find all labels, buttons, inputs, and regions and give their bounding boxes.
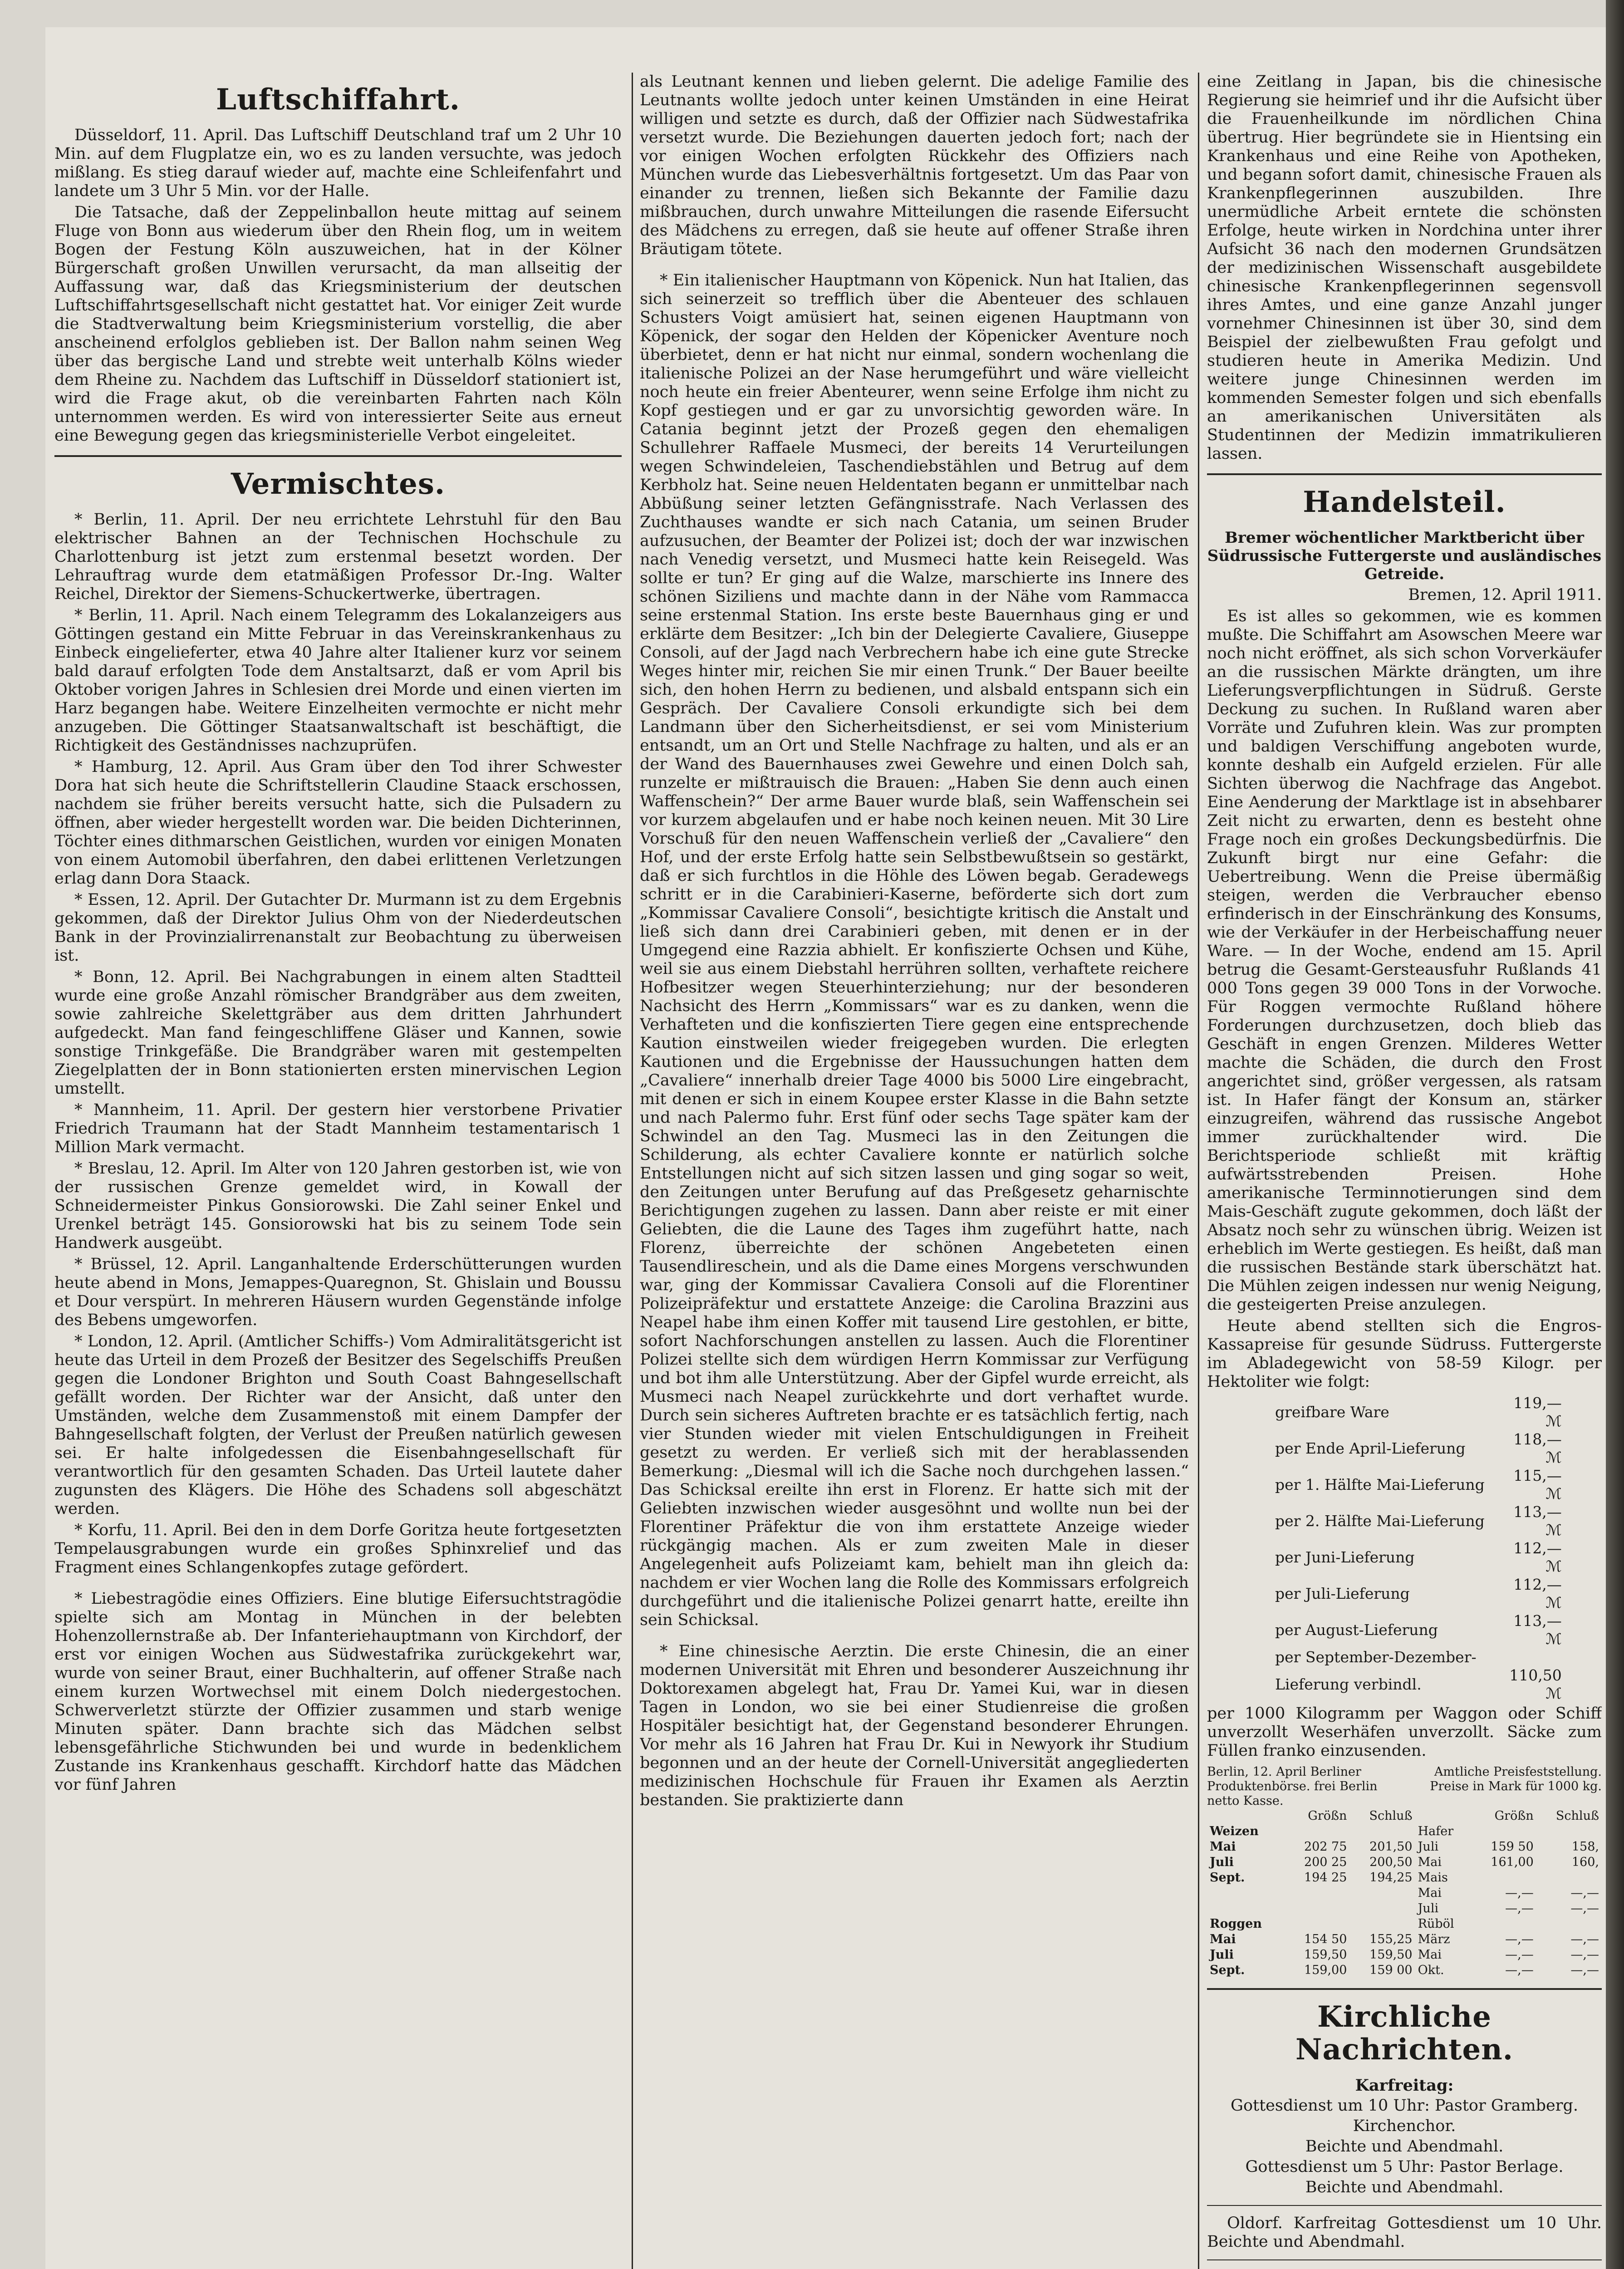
table-row: Roggen Rüböl	[1210, 1917, 1454, 1931]
table-row: Weizen Hafer	[1210, 1824, 1454, 1838]
church-subheading: Karfreitag:	[1355, 2076, 1454, 2095]
column-1	[54, 73, 622, 2269]
price-table	[1271, 1394, 1566, 1703]
column-rule	[632, 73, 633, 2269]
boerse-header: Berlin, 12. April Berliner Produktenbörse. frei Berlin netto Kasse. Amtliche Preisfeststellung. Preise in Mark für 1000 kg.	[1207, 1765, 1602, 1808]
news-item: * Berlin, 11. April. Nach einem Telegramm des Lokalanzeigers aus Göttingen gestand ein Mitte Februar in das Vereinskrankenhaus zu Einbeck eingelieferter, etwa 40 Jahre alter Italiener kurz vor seinem bald darauf erfolgten Tode dem Anstaltsarzt, daß er vom April bis Oktober vorigen Jahres in Schlesien drei Morde und einen vierten im Harz begangen habe. Weitere Einzelheiten vermochte er nicht mehr anzugeben. Die Göttinger Staatsanwaltschaft ist beschäftigt, die Richtigkeit des Geständnisses nachzuprüfen.	[54, 606, 622, 755]
table-row: Sept. 194 25 194,25 Mais	[1210, 1871, 1448, 1885]
dateline: Bremen, 12. April 1911.	[1408, 586, 1602, 604]
article-paragraph: als Leutnant kennen und lieben gelernt. Die adelige Familie des Leutnants wollte jedoch unter keinen Umständen in eine Heirat willigen und setzte es durch, daß der Offizier nach Südwestafrika versetzt wurde. Die Beziehungen dauerten jedoch fort; nach der vor einigen Wochen erfolgten Rückkehr des Offiziers nach München wurde das Liebesverhältnis fortgesetzt. Um das Paar von einander zu trennen, ließen sich Bekannte der Familie dazu mißbrauchen, durch unwahre Mitteilungen die rasende Eifersucht des Mädchens zu erregen, daß sie heute auf offener Straße ihren Bräutigam tötete.	[640, 73, 1189, 258]
price-row: per Juni-Lieferung 112,— ℳ	[1275, 1539, 1562, 1575]
news-item: * Brüssel, 12. April. Langanhaltende Erderschütterungen wurden heute abend in Mons, Jemappes-Quaregnon, St. Ghislain und Boussu et Dour verspürt. In mehreren Häusern wurden Gegenstände infolge des Bebens umgeworfen.	[54, 1255, 622, 1329]
price-row: per 2. Hälfte Mai-Lieferung 113,— ℳ	[1275, 1503, 1562, 1539]
table-row: Mai —,— —,—	[1418, 1886, 1599, 1900]
table-row: Juli 200 25 200,50 Mai 161,00 160,	[1210, 1855, 1599, 1869]
article-paragraph: Düsseldorf, 11. April. Das Luftschiff Deutschland traf um 2 Uhr 10 Min. auf dem Flugplatze ein, wo es zu landen versuchte, was jedoch mißlang. Es stieg darauf wieder auf, machte eine Schleifenfahrt und landete um 3 Uhr 5 Min. vor der Halle.	[54, 126, 622, 200]
church-line: Beichte und Abendmahl.	[1305, 2137, 1504, 2156]
section-divider	[1207, 1988, 1602, 1990]
table-row: Sept. 159,00 159 00 Okt. —,— —,—	[1210, 1963, 1599, 1977]
news-item: * Breslau, 12. April. Im Alter von 120 Jahren gestorben ist, wie von der russischen Grenze gemeldet wird, in Kowall der Schneidermeister Pinkus Gonsiorowski. Die Zahl seiner Enkel und Urenkel beträgt 145. Gonsiorowski hat bis zu seinem Tode sein Handwerk ausgeübt.	[54, 1159, 622, 1252]
divider	[1207, 2205, 1602, 2206]
price-row: per Juli-Lieferung 112,— ℳ	[1275, 1576, 1562, 1611]
church-entry: Oldorf. Karfreitag Gottesdienst um 10 Uhr. Beichte und Abendmahl.	[1207, 2214, 1602, 2251]
section-divider	[54, 455, 622, 457]
section-heading-handelsteil: Handelsteil.	[1303, 485, 1506, 519]
news-item: * Liebestragödie eines Offiziers. Eine blutige Eifersuchtstragödie spielte sich am Montag in München in der belebten Hohenzollernstraße ab. Der Infanteriehauptmann von Kirchdorf, der erst vor einigen Wochen aus Südwestafrika zurückgekehrt war, wurde von seiner Braut, einer Buchhalterin, auf offener Straße nach einem kurzen Wortwechsel mit einem Dolch niedergestochen. Schwerverletzt stürzte der Offizier zusammen und starb wenige Minuten später. Dann brachte sich das Mädchen selbst lebensgefährliche Stichwunden bei und wurde in bedenklichem Zustande ins Krankenhaus geschafft. Kirchdorf hatte das Mädchen vor fünf Jahren	[54, 1590, 622, 1794]
column-3	[1207, 73, 1602, 2269]
section-heading-luftschiffahrt: Luftschiffahrt.	[216, 83, 461, 117]
church-line: Gottesdienst um 10 Uhr: Pastor Gramberg.	[1231, 2097, 1578, 2115]
table-row: Mai 154 50 155,25 März —,— —,—	[1210, 1932, 1599, 1946]
section-heading-kirchliche-nachrichten: Kirchliche Nachrichten.	[1295, 2000, 1514, 2067]
news-item: * Berlin, 11. April. Der neu errichtete Lehrstuhl für den Bau elektrischer Bahnen an der Technischen Hochschule zu Charlottenburg ist jetzt zum erstenmal besetzt worden. Der Lehrauftrag wurde dem etatmäßigen Professor Dr.-Ing. Walter Reichel, Direktor der Siemens-Schuckertwerke, übertragen.	[54, 511, 622, 603]
news-item: * Mannheim, 11. April. Der gestern hier verstorbene Privatier Friedrich Traumann hat der Stadt Mannheim testamentarisch 1 Million Mark vermacht.	[54, 1101, 622, 1156]
price-row: Lieferung verbindl. 110,50 ℳ	[1275, 1666, 1562, 1702]
market-report-text: Heute abend stellten sich die Engros-Kassapreise für gesunde Südruss. Futtergerste im Abladegewicht von 58-59 Kilogr. per Hektoliter wie folgt:	[1207, 1317, 1602, 1391]
church-line: Gottesdienst um 5 Uhr: Pastor Berlage.	[1245, 2158, 1564, 2176]
table-row: Juli —,— —,—	[1418, 1901, 1599, 1915]
price-row: greifbare Ware 119,— ℳ	[1275, 1394, 1562, 1430]
table-row: Juli 159,50 159,50 Mai —,— —,—	[1210, 1948, 1599, 1962]
price-row: per Ende April-Lieferung 118,— ℳ	[1275, 1430, 1562, 1466]
column-rule	[1198, 73, 1199, 2269]
article-paragraph: * Eine chinesische Aerztin. Die erste Chinesin, die an einer modernen Universität mit Ehren und besonderer Auszeichnung ihr Doktorexamen abgelegt hat, Frau Dr. Yamei Kui, war in diesen Tagen in London, wo sie bei einer Studienreise die großen Hospitäler besichtigt hat, der Gegenstand besonderer Ehrungen. Vor mehr als 16 Jahren hat Frau Dr. Kui in Newyork ihr Studium begonnen und an der heute der Cornell-Universität angegliederten medizinischen Hochschule für Frauen ihr Examen als Aerztin bestanden. Sie praktizierte dann	[640, 1642, 1189, 1809]
price-row: per 1. Hälfte Mai-Lieferung 115,— ℳ	[1275, 1467, 1562, 1503]
column-2	[640, 73, 1189, 2269]
table-row: Mai 202 75 201,50 Juli 159 50 158,	[1210, 1840, 1599, 1854]
article-paragraph: eine Zeitlang in Japan, bis die chinesische Regierung sie heimrief und ihr die Aufsicht über die Frauenheilkunde im nördlichen China übertrug. Hier begründete sie in Hientsing ein Krankenhaus und eine Reihe von Apotheken, und begann sofort damit, chinesische Frauen als Krankenpflegerinnen auszubilden. Ihre unermüdliche Arbeit erntete die schönsten Erfolge, heute wirken in Nordchina unter ihrer Aufsicht 36 nach den modernen Grundsätzen der medizinischen Wissenschaft ausgebildete chinesische Krankenpflegerinnen segensvoll ihres Amtes, und eine ganze Anzahl junger vornehmer Chinesinnen ist über 30, sind dem Beispiel der zielbewußten Frau gefolgt und studieren heute in Amerika Medizin. Und weitere junge Chinesinnen werden im kommenden Semester folgen und sich ebenfalls an amerikanischen Universitäten als Studentinnen der Medizin immatrikulieren lassen.	[1207, 73, 1602, 463]
church-line: Beichte und Abendmahl.	[1305, 2178, 1504, 2196]
news-item: * Korfu, 11. April. Bei den in dem Dorfe Goritza heute fortgesetzten Tempelausgrabungen wurde ein großes Sphinxrelief und das Fragment eines Schlangenkopfes zutage gefördert.	[54, 1521, 622, 1577]
table-header-row: Größn Schluß Größn Schluß	[1308, 1809, 1599, 1823]
article-paragraph: * Ein italienischer Hauptmann von Köpenick. Nun hat Italien, das sich seinerzeit so trefflich über die Abenteuer des schlauen Schusters Voigt amüsiert hat, seinen eigenen Hauptmann von Köpenick, der sogar den Helden der Köpenicker Aventure noch überbietet, denn er hat nicht nur einmal, sondern wochenlang die italienische Polizei an der Nase herumgeführt und wäre vielleicht noch heute ein freier Abenteurer, wenn seine Erfolge ihm nicht zu Kopf gestiegen und er gar zu unvorsichtig geworden wäre. In Catania beginnt jetzt der Prozeß gegen den ehemaligen Schullehrer Raffaele Musmeci, der bereits 14 Verurteilungen wegen Schwindeleien, Taschendiebstählen und Betrug auf dem Kerbholz hat. Seine neuen Heldentaten begann er unmittelbar nach Abbüßung seiner letzten Gefängnisstrafe. Nach Verlassen des Zuchthauses wandte er sich nach Catania, um seinen Bruder aufzusuchen, der Beamter der Polizei ist; doch der war inzwischen nach Venedig versetzt, und Musmeci hatte kein Reisegeld. Was sollte er tun? Er ging auf die Walze, marschierte ins Innere des schönen Siziliens und machte dann in der Nähe vom Rammacca seine erstenmal Station. Ins erste beste Bauernhaus ging er und erklärte dem Besitzer: „Ich bin der Delegierte Cavaliere, Giuseppe Consoli, auf der Jagd nach Verbrechern habe ich eine gute Strecke Weges hinter mir, reichen Sie mir einen Trunk.“ Der Bauer beeilte sich, den hohen Herrn zu bedienen, und alsbald entspann sich ein Gespräch. Der Cavaliere Consoli erkundigte sich bei dem Landmann über den Sicherheitsdienst, er sei vom Ministerium entsandt, um an Ort und Stelle Nachfrage zu halten, und als er an der Wand des Bauernhauses zwei Gewehre und einen Dolch sah, runzelte er mißtrauisch die Brauen: „Haben Sie denn auch einen Waffenschein?“ Der arme Bauer wurde blaß, sein Waffenschein sei vor kurzem abgelaufen und er habe noch keinen neuen. Mit 30 Lire Vorschuß für den neuen Waffenschein verließ der „Cavaliere“ den Hof, und der erste Erfolg hatte sein Selbstbewußtsein so gestärkt, daß er sich furchtlos in die Höhle des Löwen begab. Geradewegs schritt er in die Carabinieri-Kaserne, beförderte sich dort zum „Kommissar Cavaliere Consoli“, besichtigte kritisch die Anstalt und ließ sich dann drei Carabinieri geben, mit denen er in der Umgegend eine Razzia abhielt. Er konfiszierte Ochsen und Kühe, weil sie aus einem Diebstahl herrühren sollten, verhaftete reichere Hofbesitzer wegen Steuerhinterziehung; nur der besonderen Nachsicht des Herrn „Kommissars“ war es zu danken, wenn die Verhafteten und die konfiszierten Tiere gegen eine entsprechende Kaution einstweilen wieder freigegeben wurden. Die erlegten Kautionen und die Ergebnisse der Haussuchungen hatten dem „Cavaliere“ innerhalb dreier Tage 4000 bis 5000 Lire eingebracht, mit denen er sich in einem Koupee erster Klasse in die Bahn setzte und nach Palermo fuhr. Erst fünf oder sechs Tage später kam der Schwindel an den Tag. Musmeci las in den Zeitungen die Schilderung, als echter Cavaliere konnte er natürlich solche Entstellungen nicht auf sich sitzen lassen und ging sogar so weit, den Zeitungen unter Berufung auf das Preßgesetz geharnischte Berichtigungen zugehen zu lassen. Dann aber reiste er mit einer Geliebten, die die Laune des Tages ihm zugeführt hatte, nach Florenz, überreichte der schönen Angebeteten einen Tausendlireschein, und als die Dame eines Morgens verschwunden war, ging der Kommissar Cavaliera Consoli auf die Florentiner Polizeipräfektur und erstattete Anzeige: die Carolina Brazzini aus Neapel habe ihm einen Koffer mit tausend Lire gestohlen, er bitte, sofort Nachforschungen anstellen zu lassen. Auch die Florentiner Polizei stellte sich dem würdigen Herrn Kommissar zur Verfügung und bot ihm alle Unterstützung. Aber der Gipfel wurde erreicht, als Musmeci nach Neapel zurückkehrte und dort verhaftet wurde. Durch sein sicheres Auftreten brachte er es tatsächlich fertig, nach vier Stunden wieder mit vielen Entschuldigungen in Freiheit gesetzt zu werden. Er verließ sich mit der herablassenden Bemerkung: „Diesmal will ich die Sache noch durchgehen lassen.“ Das Schicksal ereilte ihn erst in Florenz. Er hatte sich mit der Geliebten inzwischen wieder ausgesöhnt und wollte nun bei der Florentiner Präfektur die von ihm erstattete Anzeige wieder rückgängig machen. Als er zum zweiten Male in dieser Angelegenheit aufs Polizeiamt kam, behielt man ihn gleich da: nachdem er vier Wochen lang die Rolle des Kommissars erfolgreich durchgeführt und die italienische Polizei genarrt hatte, ereilte ihn sein Schicksal.	[640, 271, 1189, 1629]
news-item: * London, 12. April. (Amtlicher Schiffs-) Vom Admiralitätsgericht ist heute das Urteil in dem Prozeß der Besitzer des Segelschiffs Preußen gegen die Londoner Brighton und South Coast Bahngesellschaft gefällt worden. Der Richter war der Ansicht, daß unter den Umständen, welche dem Zusammenstoß mit einem Dampfer der Bahngesellschaft folgten, der Verlust der Preußen natürlich gewesen sei. Er halte infolgedessen die Eisenbahngesellschaft für verantwortlich für den gesamten Schaden. Das Urteil lautete daher zugunsten des Klägers. Die Höhe des Schadens soll abgeschätzt werden.	[54, 1332, 622, 1518]
news-item: * Bonn, 12. April. Bei Nachgrabungen in einem alten Stadtteil wurde eine große Anzahl römischer Brandgräber aus dem zweiten, sowie zahlreiche Skelettgräber aus dem dritten Jahrhundert aufgedeckt. Man fand feingeschliffene Gläser und Kannen, sowie sonstige Trinkgefäße. Die Brandgräber waren mit gestempelten Ziegelplatten der in Bonn stationierten ersten minervischen Legion umstellt.	[54, 968, 622, 1098]
boerse-table	[1207, 1808, 1602, 1978]
section-heading-vermischtes: Vermischtes.	[231, 467, 446, 501]
price-row: per September-Dezember-	[1275, 1648, 1477, 1666]
scan-edge	[1606, 0, 1624, 2269]
article-paragraph: Die Tatsache, daß der Zeppelinballon heute mittag auf seinem Fluge von Bonn aus wiederum über den Rhein flog, um in weitem Bogen der Festung Köln auszuweichen, hat in der Kölner Bürgerschaft großen Unwillen verursacht, da man allseitig der Auffassung war, daß das Kriegsministerium der deutschen Luftschiffahrtsgesellschaft nicht gestattet hat. Vor einiger Zeit wurde die Stadtverwaltung beim Kriegsministerium vorstellig, die aber anscheinend erfolglos geblieben ist. Der Ballon nahm seinen Weg über das bergische Land und strebte weit unterhalb Kölns wieder dem Rheine zu. Nachdem das Luftschiff in Düsseldorf stationiert ist, wird die Frage akut, ob die vereinbarten Fahrten nach Köln unternommen werden. Es wird von interessierter Seite aus erneut eine Bewegung gegen das kriegsministerielle Verbot eingeleitet.	[54, 203, 622, 445]
market-report-title: Bremer wöchentlicher Marktbericht über Südrussische Futtergerste und ausländisches Getreide.	[1207, 529, 1602, 583]
section-divider	[1207, 473, 1602, 475]
divider	[1207, 2259, 1602, 2260]
church-line: Kirchenchor.	[1353, 2117, 1456, 2135]
news-item: * Hamburg, 12. April. Aus Gram über den Tod ihrer Schwester Dora hat sich heute die Schriftstellerin Claudine Staack erschossen, nachdem sie früher bereits versucht hatte, sich die Pulsadern zu öffnen, aber wieder hergestellt worden war. Die beiden Dichterinnen, Töchter eines dithmarschen Geistlichen, wurden vor einigen Monaten von einem Automobil überfahren, den dabei erlittenen Verletzungen erlag dann Dora Staack.	[54, 758, 622, 888]
market-report-text: per 1000 Kilogramm per Waggon oder Schiff unverzollt Weserhäfen unverzollt. Säcke zum Füllen franko einzusenden.	[1207, 1704, 1602, 1760]
price-row: per August-Lieferung 113,— ℳ	[1275, 1612, 1562, 1648]
newspaper-page	[45, 27, 1611, 2269]
market-report-text: Es ist alles so gekommen, wie es kommen mußte. Die Schiffahrt am Asowschen Meere war noch nicht eröffnet, als sich schon Vorverkäufer an die russischen Märkte drängten, um ihre Lieferungsverpflichtungen in Südruß. Gerste Deckung zu suchen. In Rußland waren aber Vorräte und Zufuhren klein. Was zur prompten und baldigen Verschiffung angeboten wurde, konnte deshalb ein Aufgeld erzielen. Für alle Sichten überwog die Nachfrage das Angebot. Eine Aenderung der Marktlage ist in absehbarer Zeit nicht zu erwarten, denn es besteht ohne Frage noch ein großes Deckungsbedürfnis. Die Zukunft birgt nur eine Gefahr: die Uebertreibung. Wenn die Preise übermäßig steigen, werden die Verbraucher ebenso erfinderisch in der Einschränkung des Konsums, wie der Verkäufer in der Herbeischaffung neuer Ware. — In der Woche, endend am 15. April betrug die Gesamt-Gersteausfuhr Rußlands 41 000 Tons gegen 39 000 Tons in der Vorwoche. Für Roggen vermochte Rußland höhere Forderungen durchzusetzen, doch blieb das Geschäft in engen Grenzen. Milderes Wetter machte die Schäden, die durch den Frost angerichtet sind, größer vergessen, als ratsam ist. In Hafer fängt der Konsum an, stärker einzugreifen, während das russische Angebot immer zurückhaltender wird. Die Berichtsperiode schließt mit kräftig aufwärtsstrebenden Preisen. Hohe amerikanische Terminnotierungen sind dem Mais-Geschäft zugute gekommen, doch läßt der Absatz noch sehr zu wünschen übrig. Weizen ist erheblich im Werte gestiegen. Es heißt, daß man die russischen Bestände stark überschätzt hat. Die Mühlen zeigen indessen nur wenig Neigung, die gesteigerten Preise anzulegen.	[1207, 607, 1602, 1314]
news-item: * Essen, 12. April. Der Gutachter Dr. Murmann ist zu dem Ergebnis gekommen, daß der Direktor Julius Ohm von der Niederdeutschen Bank in der Provinzialirrenanstalt zur Beobachtung zu überweisen ist.	[54, 891, 622, 965]
